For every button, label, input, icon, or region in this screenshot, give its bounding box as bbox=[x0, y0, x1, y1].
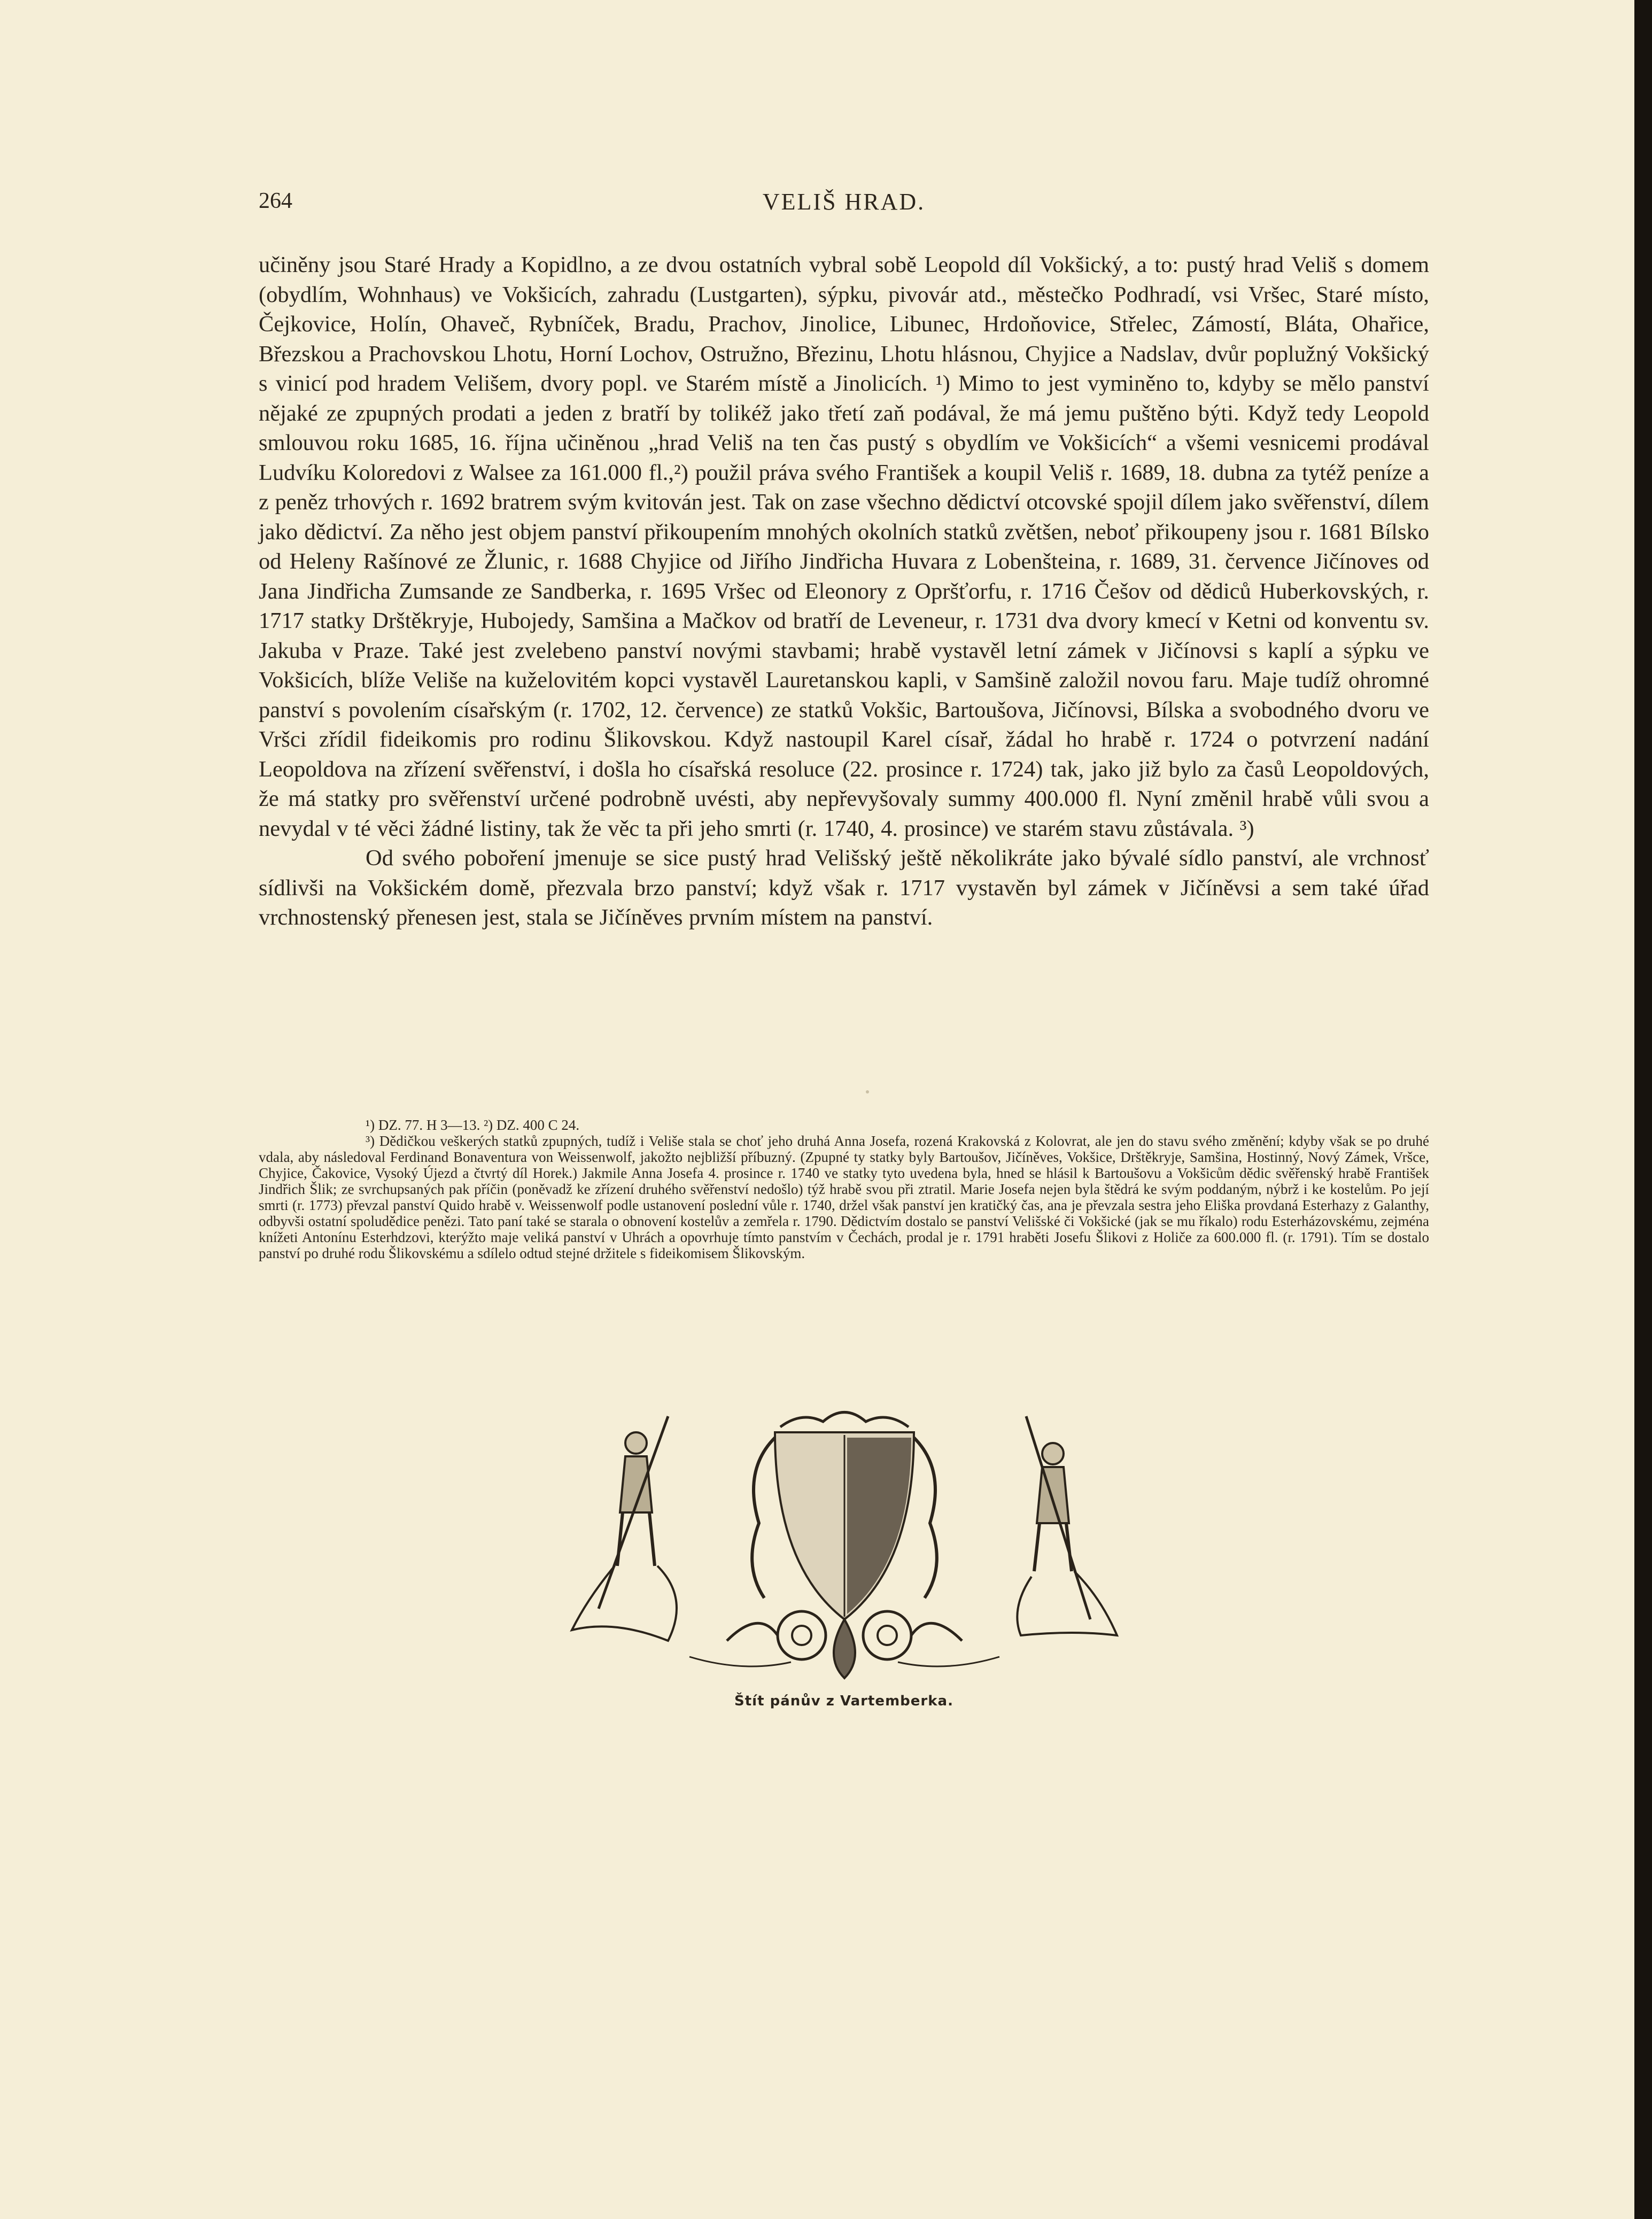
book-binding-edge bbox=[1634, 0, 1652, 2219]
main-text bbox=[259, 250, 1429, 933]
paragraph: učiněny jsou Staré Hrady a Kopidlno, a ze dvou ostatních vybral sobě Leopold díl Vokšický, a to: pustý hrad Veliš s domem (obydlím, Wohnhaus) ve Vokšicích, zahradu (Lustgarten), sýpku, pivovár atd., městečko Podhradí, vsi Vršec, Staré místo, Čejkovice, Holín, Ohaveč, Rybníček, Bradu, Prachov, Jinolice, Libunec, Hrdoňovice, Střelec, Zámostí, Bláta, Ohařice, Březskou a Prachovskou Lhotu, Horní Lochov, Ostružno, Březinu, Lhotu hlásnou, Chyjice a Nadslav, dvůr poplužný Vokšický s vinicí pod hradem Velišem, dvory popl. ve Starém místě a Jinolicích. ¹) Mimo to jest vyminěno to, kdyby se mělo panství nějaké ze zpupných prodati a jeden z bratří by tolikéž jako třetí zaň podával, že má jemu puštěno býti. Když tedy Leopold smlouvou roku 1685, 16. října učiněnou „hrad Veliš na ten čas pustý s obydlím ve Vokšicích“ a všemi vesnicemi prodával Ludvíku Koloredovi z Walsee za 161.000 fl.,²) použil práva svého František a koupil Veliš r. 1689, 18. dubna za tytéž peníze a z peněz trhových r. 1692 bratrem svým kvitován jest. Tak on zase všechno dědictví otcovské spojil dílem jako svěřenství, dílem jako dědictví. Za něho jest objem panství přikoupením mnohých okolních statků zvětšen, neboť přikoupeny jsou r. 1681 Bílsko od Heleny Rašínové ze Žlunic, r. 1688 Chyjice od Jiřího Jindřicha Huvara z Lobenšteina, r. 1689, 31. července Jičínoves od Jana Jindřicha Zumsande ze Sandberka, r. 1695 Vršec od Eleonory z Opršťorfu, r. 1716 Češov od dědiců Huberkovských, r. 1717 statky Drštěkryje, Hubojedy, Samšina a Mačkov od bratří de Leveneur, r. 1731 dva dvory kmecí v Ketni od konventu sv. Jakuba v Praze. Také jest zvelebeno panství novými stavbami; hrabě vystavěl letní zámek v Jičínovsi s kaplí a sýpku ve Vokšicích, blíže Veliše na kuželovitém kopci vystavěl Lauretanskou kapli, v Samšině založil novou faru. Maje tudíž ohromné panství s povolením císařským (r. 1702, 12. července) ze statků Vokšic, Bartoušova, Jičínovsi, Bílska a svobodného dvoru ve Vršci zřídil fideikomis pro rodinu Šlikovskou. Když nastoupil Karel císař, žádal ho hrabě r. 1724 o potvrzení nadání Leopoldova na zřízení svěřenství, i došla ho císařská resoluce (22. prosince r. 1724) tak, jako již bylo za časů Leopoldových, že má statky pro svěřenství určené podrobně uvésti, aby nepřevyšovaly summy 400.000 fl. Nyní změnil hrabě vůli svou a nevydal v té věci žádné listiny, tak že věc ta při jeho smrti (r. 1740, 4. prosince) ve starém stavu zůstávala. ³) bbox=[259, 252, 1429, 841]
page-header bbox=[259, 188, 1429, 220]
footnotes bbox=[259, 1117, 1429, 1261]
right-figure-head bbox=[1042, 1443, 1064, 1464]
footnote-3: ³) Dědičkou veškerých statků zpupných, tudíž i Veliše stala se choť jeho druhá Anna Josefa, rozená Krakovská z Kolovrat, ale jen do stavu svého změnění; kdyby však se po druhé vdala, aby následoval Ferdinand Bonaventura von Weissenwolf, jakožto nejbližší příbuzný. (Zpupné ty statky byly Bartoušov, Jičíněves, Vokšice, Drštěkryje, Samšina, Hostinný, Nový Zámek, Vršce, Chyjice, Čakovice, Vysoký Újezd a čtvrtý díl Horek.) Jakmile Anna Josefa 4. prosince r. 1740 ve statky tyto uvedena byla, hned se hlásil k Bartoušovu a Vokšicům dědic svěřenský hrabě František Jindřich Šlik; ze svrchupsaných pak příčin (poněvadž ke zřízení druhého svěřenství nedošlo) týž hrabě svou při ztratil. Marie Josefa nejen byla štědrá ke svým poddaným, nýbrž i ke kostelům. Po její smrti (r. 1773) převzal panství Quido hrabě v. Weissenwolf podle ustanovení poslední vůle r. 1740, držel však panství jen kratičký čas, ana je převzala sestra jeho Eliška provdaná Esterhazy z Galanthy, odbyvši ostatní spoludědice penězi. Tato paní také se starala o obnovení kostelův a zemřela r. 1790. Dědictvím dostalo se panství Velišské či Vokšické (jak se mu říkalo) rodu Esterházovskému, zejména knížeti Antonínu Esterhdzovi, kterýžto maje veliká panství v Uhrách a opovrhuje tímto panstvím v Čechách, prodal je r. 1791 hraběti Josefu Šlikovi z Holiče za 600.000 fl. (r. 1791). Tím se dostalo panství po druhé rodu Šlikovskému a sdílelo odtud stejné držitele s fideikomisem Šlikovským. bbox=[259, 1133, 1429, 1261]
illustration-caption: Štít pánův z Vartemberka. bbox=[734, 1693, 953, 1709]
paragraph: Od svého poboření jmenuje se sice pustý hrad Velišský ještě několikráte jako bývalé sídlo panství, ale vrchnosť sídlivši na Vokšickém domě, přezvala brzo panství; když však r. 1717 vystavěn byl zámek v Jičíněvsi a sem také úřad vrchnostenský přenesen jest, stala se Jičíněves prvním místem na panství. bbox=[259, 845, 1429, 930]
page-number: 264 bbox=[259, 189, 292, 213]
footnote-1-2: ¹) DZ. 77. H 3—13. ²) DZ. 400 C 24. bbox=[366, 1117, 580, 1133]
running-title: VELIŠ HRAD. bbox=[762, 189, 926, 215]
left-figure-head bbox=[625, 1432, 647, 1454]
paper-speck bbox=[866, 1090, 869, 1093]
coat-of-arms-illustration bbox=[567, 1406, 1122, 1683]
